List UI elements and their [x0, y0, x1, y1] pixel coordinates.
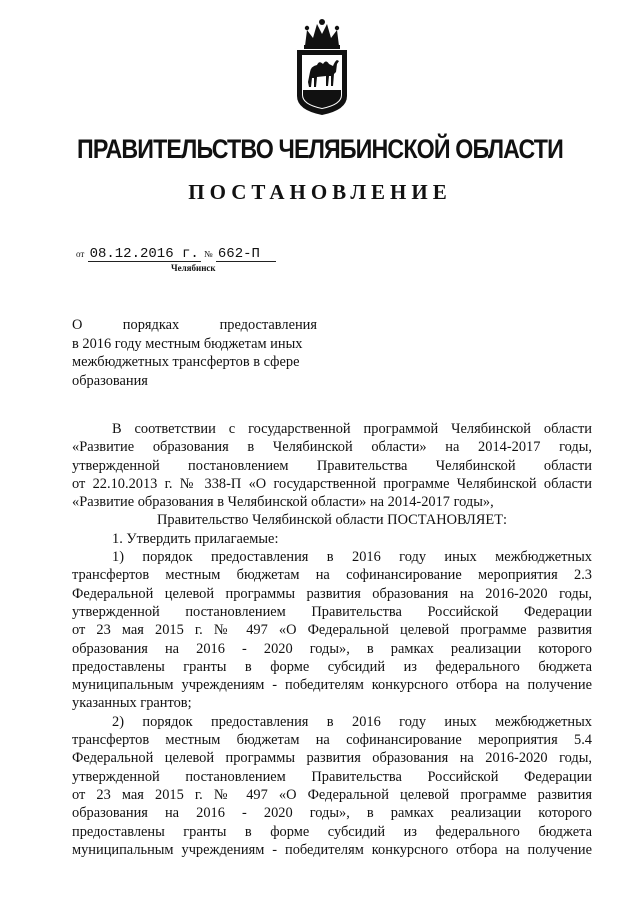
number-label: №: [204, 249, 213, 259]
body-line: «Развитие образования в Челябинской области» на 2014-2017 годы,: [72, 439, 592, 456]
body-line: от 23 мая 2015 г. № 497 «О Федеральной целевой программе развития: [72, 622, 592, 639]
document-type: ПОСТАНОВЛЕНИЕ: [188, 180, 452, 204]
body-line: предоставлены гранты в форме субсидий из федерального бюджета: [72, 823, 592, 840]
from-label: от: [76, 249, 85, 259]
government-title: ПРАВИТЕЛЬСТВО ЧЕЛЯБИНСКОЙ ОБЛАСТИ: [77, 134, 563, 164]
body-line: Федеральной целевой программы развития образования на 2016-2020 годы,: [72, 750, 592, 767]
subject-line: в 2016 году местным бюджетам иных: [72, 335, 303, 352]
body-line: муниципальным учреждениям - победителям конкурсного отбора на получение: [72, 841, 592, 858]
body-line: 1. Утвердить прилагаемые:: [112, 530, 279, 547]
document-subject: [72, 316, 317, 390]
body-line: Правительство Челябинской области ПОСТАНОВЛЯЕТ:: [157, 512, 507, 529]
body-line: утвержденной постановлением Правительства Российской Федерации: [72, 603, 592, 620]
body-line: от 22.10.2013 г. № 338-П «О государственной программе Челябинской области: [72, 475, 592, 492]
subject-line: образования: [72, 372, 148, 389]
body-line: Федеральной целевой программы развития образования на 2016-2020 годы,: [72, 585, 592, 602]
document-meta: [76, 245, 276, 262]
body-line: трансфертов местным бюджетам на софинансирование мероприятия 2.3: [72, 567, 592, 584]
body-line: «Развитие образования в Челябинской области» на 2014-2017 годы»,: [72, 494, 494, 511]
document-body: [72, 420, 592, 859]
body-line: 2) порядок предоставления в 2016 году иных межбюджетных: [112, 713, 592, 730]
document-date: 08.12.2016 г.: [89, 246, 199, 262]
body-line: трансфертов местным бюджетам на софинансирование мероприятия 5.4: [72, 732, 592, 749]
body-line: от 23 мая 2015 г. № 497 «О Федеральной целевой программе развития: [72, 786, 592, 803]
body-line: 1) порядок предоставления в 2016 году иных межбюджетных: [112, 549, 592, 566]
body-line: В соответствии с государственной программой Челябинской области: [112, 421, 592, 437]
body-line: утвержденной постановлением Правительства Челябинской области: [72, 457, 592, 474]
document-number: 662-П: [216, 248, 276, 262]
body-line: предоставлены гранты в форме субсидий из федерального бюджета: [72, 658, 592, 675]
body-line: муниципальным учреждениям - победителям конкурсного отбора на получение: [72, 677, 592, 694]
body-line: утвержденной постановлением Правительства Российской Федерации: [72, 768, 592, 785]
body-line: образования на 2016 - 2020 годы», в рамках реализации которого: [72, 805, 592, 822]
city-name: Челябинск: [171, 263, 216, 273]
body-line: указанных грантов;: [72, 695, 192, 712]
subject-line: О порядках предоставления: [72, 317, 317, 333]
subject-line: межбюджетных трансфертов в сфере: [72, 354, 300, 370]
body-line: образования на 2016 - 2020 годы», в рамках реализации которого: [72, 640, 592, 657]
chelyabinsk-coat-of-arms-icon: [293, 16, 351, 116]
